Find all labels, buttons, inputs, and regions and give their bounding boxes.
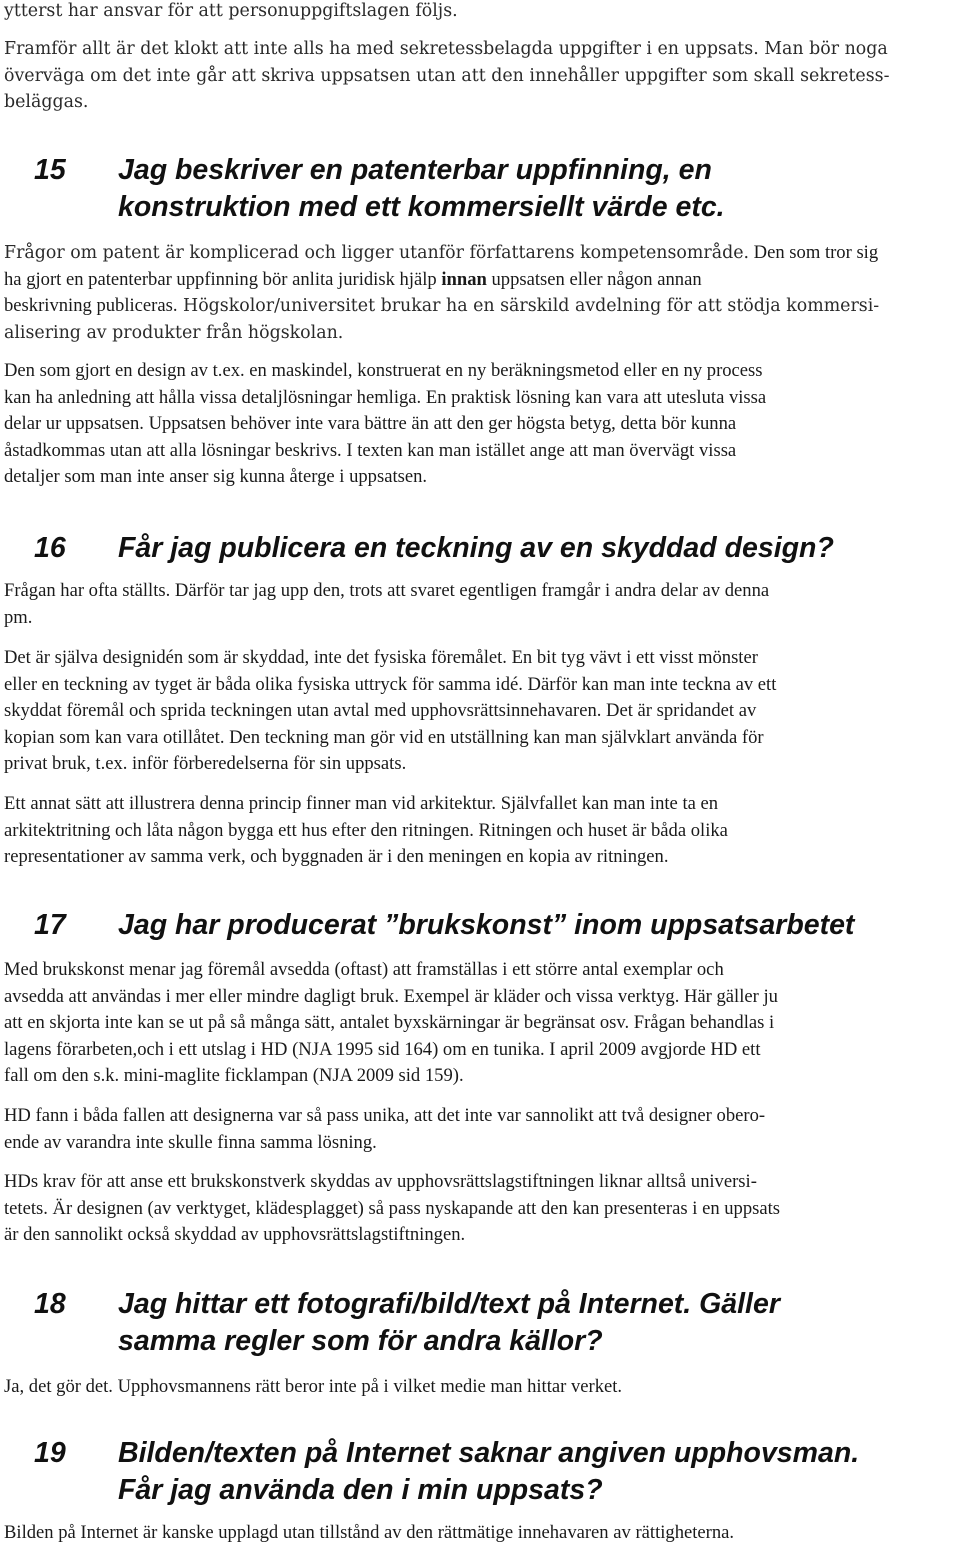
section-15-paragraph-1 [4, 240, 954, 346]
text-line: arkitektritning och låta någon bygga ett hus efter den ritningen. Ritningen och huset är båda olika [4, 819, 728, 841]
title-line: Får jag använda den i min uppsats? [118, 1474, 603, 1506]
text-line: överväga om det inte går att skriva uppsatsen utan att den innehåller uppgifter som skall sekretess- [4, 65, 890, 86]
text-line: beläggas. [4, 92, 89, 112]
text-line [4, 240, 954, 267]
section-17-paragraph-3 [4, 1169, 954, 1249]
text-line: ende av varandra inte skulle finna samma lösning. [4, 1131, 377, 1153]
text-line: Bilden på Internet är kanske upplagd utan tillstånd av den rättmätige innehavaren av rättigheterna. [4, 1522, 735, 1543]
text-line: att en skjorta inte kan se ut på så många sätt, antalet byxskärningar är begränsat osv. Frågan behandlas i [4, 1012, 775, 1033]
text-line: HD fann i båda fallen att designerna var så pass unika, att det inte var sannolikt att två designer obero- [4, 1105, 766, 1126]
text-run: beskrivning publiceras. [4, 295, 178, 316]
text-line: åstadkommas utan att alla lösningar beskrivs. I texten kan man istället ange att man övervägt vissa [4, 439, 737, 461]
section-number: 15 [34, 154, 66, 186]
text-line: fall om den s.k. mini-maglite ficklampan (NJA 2009 sid 159). [4, 1065, 464, 1086]
title-line: Får jag publicera en teckning av en skyddad design? [118, 532, 834, 564]
section-18-paragraph-1 [4, 1374, 954, 1401]
text-line: tetets. Är designen (av verktyget, klädesplagget) så pass nyskapande att den kan presenteras i en uppsats [4, 1197, 781, 1219]
section-title [118, 1435, 859, 1509]
section-17-paragraph-1 [4, 957, 954, 1090]
text-line [4, 293, 954, 320]
text-line: skyddat föremål och sprida teckningen utan avtal med upphovsrättsinnehavaren. Det är spridandet av [4, 700, 757, 721]
text-line: kopian som kan vara otillåtet. Den teckning man gör vid en utställning kan man självklart använda för [4, 726, 764, 748]
text-line: Ja, det gör det. Upphovsmannens rätt beror inte på i vilket medie man hittar verket. [4, 1376, 623, 1397]
text-line: avsedda att användas i mer eller mindre dagligt bruk. Exempel är kläder och vissa verktyg. Här gäller ju [4, 985, 778, 1007]
text-line: representationer av samma verk, och byggnaden är i den meningen en kopia av ritningen. [4, 846, 669, 867]
text-line: ytterst har ansvar för att personuppgiftslagen följs. [4, 1, 458, 21]
text-line: Framför allt är det klokt att inte alls ha med sekretessbelagda uppgifter i en uppsats. Man bör noga [4, 39, 888, 59]
intro-paragraph [4, 0, 954, 25]
section-16-paragraph-2 [4, 645, 954, 778]
title-line: Jag har producerat ”brukskonst” inom uppsatsarbetet [118, 909, 855, 941]
section-title [118, 1286, 780, 1360]
section-16-paragraph-1 [4, 578, 954, 631]
text-run: uppsatsen eller någon annan [486, 268, 702, 290]
emphasis-innan: innan [441, 268, 487, 290]
text-run: ha gjort en patenterbar uppfinning bör anlita juridisk hjälp [4, 268, 442, 290]
text-line: privat bruk, t.ex. inför förberedelserna för sin uppsats. [4, 753, 407, 774]
text-line: Det är själva designidén som är skyddad, inte det fysiska föremålet. En bit tyg vävt i ett visst mönster [4, 647, 758, 668]
text-run: Den som tror sig [749, 242, 879, 263]
text-run: Högskolor/universitet brukar ha en särskild avdelning för att stödja kommersi- [177, 296, 880, 316]
title-line: konstruktion med ett kommersiellt värde etc. [118, 191, 725, 223]
section-16-paragraph-3 [4, 791, 954, 871]
text-line: detaljer som man inte anser sig kunna återge i uppsatsen. [4, 466, 428, 487]
text-line: Ett annat sätt att illustrera denna princip finner man vid arkitektur. Självfallet kan man inte ta en [4, 793, 719, 814]
section-19-paragraph-1 [4, 1520, 954, 1547]
section-number: 17 [34, 909, 66, 941]
section-number: 18 [34, 1288, 66, 1320]
text-line: pm. [4, 606, 33, 628]
section-number: 16 [34, 532, 66, 564]
text-line: HDs krav för att anse ett brukskonstverk skyddas av upphovsrättslagstiftningen liknar alltså universi- [4, 1171, 757, 1192]
text-line: Frågan har ofta ställts. Därför tar jag upp den, trots att svaret egentligen framgår i andra delar av denna [4, 580, 770, 601]
text-line: delar ur uppsatsen. Uppsatsen behöver inte vara bättre än att den ger högsta betyg, detta bör kunna [4, 413, 737, 434]
section-number: 19 [34, 1437, 66, 1469]
text-line: eller en teckning av tyget är båda olika fysiska uttryck för samma idé. Därför kan man inte teckna av ett [4, 673, 777, 695]
title-line: Jag beskriver en patenterbar uppfinning, en [118, 154, 712, 186]
title-line: samma regler som för andra källor? [118, 1325, 603, 1357]
section-15-paragraph-2 [4, 358, 954, 491]
text-line: Med brukskonst menar jag föremål avsedda (oftast) att framställas i ett större antal exemplar och [4, 959, 724, 980]
title-line: Bilden/texten på Internet saknar angiven upphovsman. [118, 1437, 860, 1469]
text-line: lagens förarbeten,och i ett utslag i HD (NJA 1995 sid 164) om en tunika. I april 2009 avgjorde HD ett [4, 1038, 761, 1060]
section-title [118, 907, 854, 944]
text-line [4, 267, 954, 294]
section-17-paragraph-2 [4, 1103, 954, 1156]
text-line: Den som gjort en design av t.ex. en maskindel, konstruerat en ny beräkningsmetod eller en ny process [4, 360, 763, 381]
text-line: alisering av produkter från högskolan. [4, 322, 344, 343]
text-line: kan ha anledning att hålla vissa detaljlösningar hemliga. En praktisk lösning kan vara att utesluta vissa [4, 386, 767, 408]
title-line: Jag hittar ett fotografi/bild/text på Internet. Gäller [118, 1288, 780, 1320]
text-run: Frågor om patent är komplicerad och ligger utanför författarens kompetensområde. [4, 243, 750, 263]
section-title [118, 530, 834, 567]
text-line: är den sannolikt också skyddad av upphovsrättslagstiftningen. [4, 1224, 466, 1245]
section-title [118, 152, 725, 226]
intro-paragraph-2 [4, 36, 954, 116]
